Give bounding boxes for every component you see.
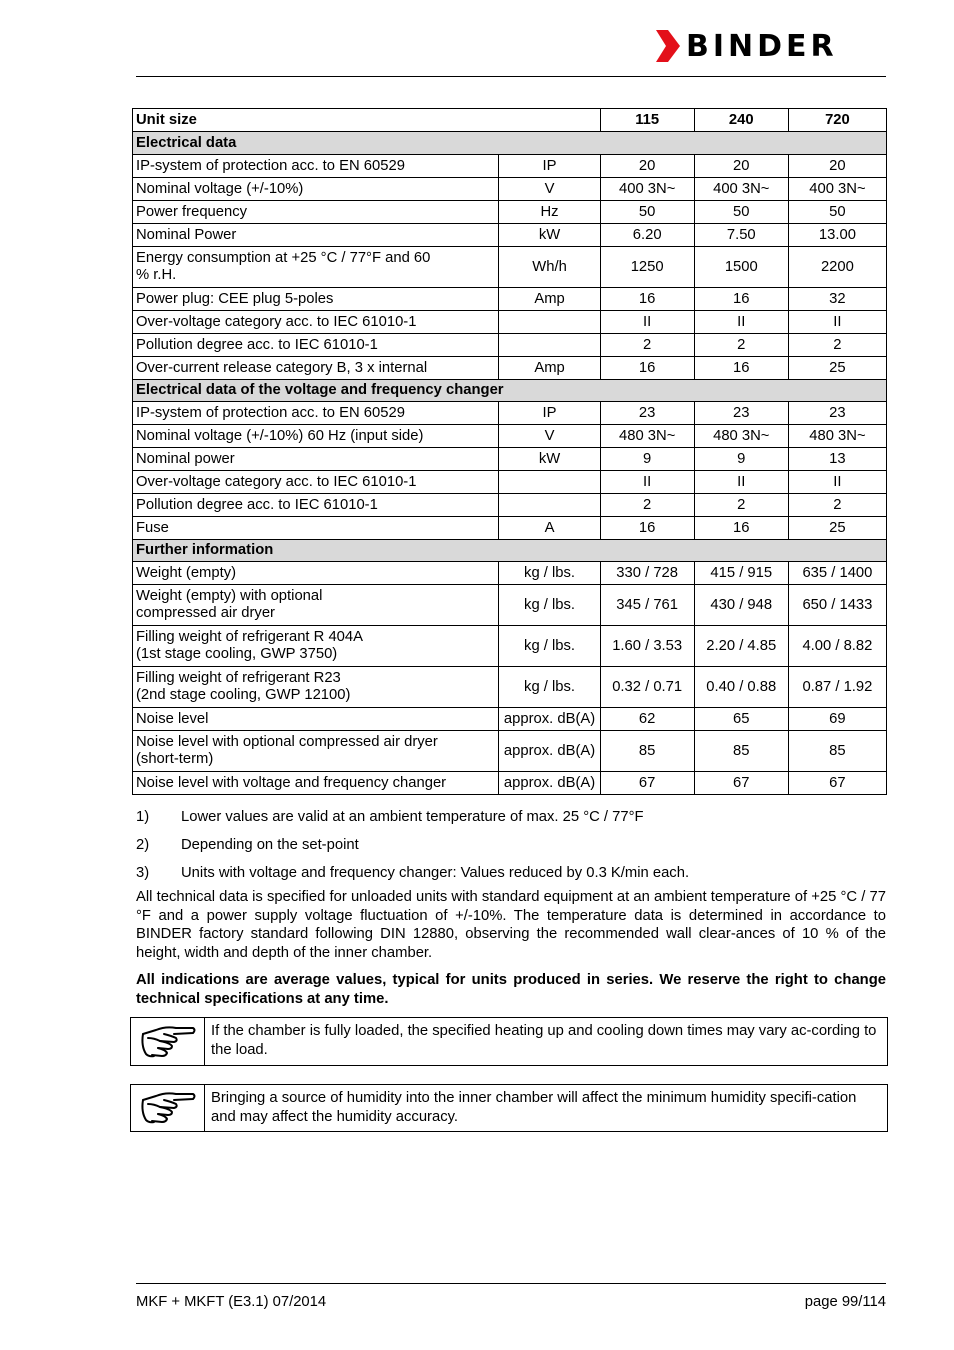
row-unit: kg / lbs. [499,585,600,626]
footnotes [136,803,886,887]
value-240: 65 [694,708,788,731]
table-row [133,155,887,178]
value-115: 480 3N~ [600,425,694,448]
section-header-row [133,132,887,155]
value-115: II [600,471,694,494]
footnote-text: Depending on the set-point [181,837,359,853]
footnote-number: 1) [136,809,150,825]
table-row [133,402,887,425]
brand-name: BINDER [686,28,838,64]
row-unit: A [499,517,600,540]
value-720: 635 / 1400 [788,562,886,585]
row-label: Weight (empty) with optional compressed air dryer [133,585,499,626]
pointing-hand-icon [138,1088,198,1128]
value-720: 69 [788,708,886,731]
value-720: 2200 [788,247,886,288]
value-240: 0.40 / 0.88 [694,667,788,708]
table-row [133,178,887,201]
value-240: 67 [694,772,788,795]
value-720: 650 / 1433 [788,585,886,626]
technical-data-table [132,108,887,795]
value-240: 2 [694,334,788,357]
footer-rule [136,1283,886,1284]
row-unit: Wh/h [499,247,600,288]
value-240: II [694,311,788,334]
table-row [133,517,887,540]
value-720: 32 [788,288,886,311]
section-header-row [133,380,887,402]
value-240: 2.20 / 4.85 [694,626,788,667]
table-row [133,448,887,471]
value-720: 13 [788,448,886,471]
table-header-row [133,109,887,132]
value-240: 20 [694,155,788,178]
value-115: 9 [600,448,694,471]
row-label: Over-current release category B, 3 x internal [133,357,499,380]
table-row [133,357,887,380]
value-240: 400 3N~ [694,178,788,201]
row-unit [499,494,600,517]
value-240: 23 [694,402,788,425]
row-label: Filling weight of refrigerant R23 (2nd stage cooling, GWP 12100) [133,667,499,708]
row-unit: kg / lbs. [499,667,600,708]
row-unit: IP [499,155,600,178]
row-label: Over-voltage category acc. to IEC 61010-1 [133,471,499,494]
value-115: 0.32 / 0.71 [600,667,694,708]
row-label: Noise level with voltage and frequency changer [133,772,499,795]
footnote-item [136,859,886,887]
value-240: 2 [694,494,788,517]
value-115: 16 [600,288,694,311]
row-unit: kg / lbs. [499,626,600,667]
technical-data-paragraph: All technical data is specified for unloaded units with standard equipment at an ambient temperature of +25 °C / 77 °F and a power supply voltage fluctuation of +/-10%. The temperature data is determined in accordance to BINDER factory standard following DIN 12880, observing the recommended wall clear-ances of 10 % of the height, width and depth of the inner chamber. [136,889,886,961]
table-row [133,494,887,517]
row-unit: Amp [499,357,600,380]
value-115: 345 / 761 [600,585,694,626]
row-unit: V [499,178,600,201]
footnote-item [136,831,886,859]
value-240: 415 / 915 [694,562,788,585]
table-row [133,201,887,224]
footnote-number: 2) [136,837,150,853]
row-label: Power frequency [133,201,499,224]
value-720: 20 [788,155,886,178]
value-720: 67 [788,772,886,795]
row-label: Noise level [133,708,499,731]
row-label: Nominal power [133,448,499,471]
value-240: 50 [694,201,788,224]
row-label: Power plug: CEE plug 5-poles [133,288,499,311]
value-115: 50 [600,201,694,224]
hint-text: Bringing a source of humidity into the inner chamber will affect the minimum humidity specifi-cation and may affect the humidity accuracy. [211,1090,857,1125]
hint-icon-cell [131,1085,205,1131]
value-115: 6.20 [600,224,694,247]
hint-box [130,1017,888,1066]
table-row [133,708,887,731]
table-row [133,425,887,448]
value-115: 67 [600,772,694,795]
value-720: II [788,471,886,494]
value-115: II [600,311,694,334]
section-title: Electrical data of the voltage and frequency changer [133,380,887,402]
row-label: Fuse [133,517,499,540]
page-number: page 99/114 [804,1294,886,1310]
table-row [133,626,887,667]
row-unit: V [499,425,600,448]
table-row [133,311,887,334]
value-240: 1500 [694,247,788,288]
value-115: 16 [600,517,694,540]
row-unit [499,334,600,357]
value-720: II [788,311,886,334]
value-115: 330 / 728 [600,562,694,585]
row-label: Nominal Power [133,224,499,247]
table-row [133,288,887,311]
value-720: 23 [788,402,886,425]
section-title: Further information [133,540,887,562]
row-label: Over-voltage category acc. to IEC 61010-1 [133,311,499,334]
value-115: 85 [600,731,694,772]
row-unit: kW [499,448,600,471]
pointing-hand-icon [138,1022,198,1062]
value-240: 85 [694,731,788,772]
value-115: 20 [600,155,694,178]
value-240: 16 [694,357,788,380]
row-unit: kg / lbs. [499,562,600,585]
binder-logo [656,30,838,62]
column-header-720: 720 [788,109,886,132]
value-720: 480 3N~ [788,425,886,448]
row-label: Pollution degree acc. to IEC 61010-1 [133,334,499,357]
row-unit: Hz [499,201,600,224]
row-unit: approx. dB(A) [499,731,600,772]
table-row [133,585,887,626]
row-label: Pollution degree acc. to IEC 61010-1 [133,494,499,517]
value-115: 1250 [600,247,694,288]
row-label: Energy consumption at +25 °C / 77°F and 60 % r.H. [133,247,499,288]
value-720: 85 [788,731,886,772]
table-row [133,247,887,288]
hint-text: If the chamber is fully loaded, the specified heating up and cooling down times may vary ac-cording to the load. [211,1023,877,1058]
footnote-item [136,803,886,831]
hint-box [130,1084,888,1132]
value-240: 430 / 948 [694,585,788,626]
column-header-unit-size: Unit size [133,109,601,132]
section-title: Electrical data [133,132,887,155]
row-unit: Amp [499,288,600,311]
section-header-row [133,540,887,562]
table-row [133,562,887,585]
value-115: 23 [600,402,694,425]
row-label: IP-system of protection acc. to EN 60529 [133,155,499,178]
value-720: 2 [788,494,886,517]
table-row [133,471,887,494]
footnote-number: 3) [136,865,150,881]
row-unit: kW [499,224,600,247]
value-240: 7.50 [694,224,788,247]
row-unit [499,311,600,334]
value-240: 16 [694,288,788,311]
value-240: 480 3N~ [694,425,788,448]
value-240: II [694,471,788,494]
table-row [133,731,887,772]
value-720: 50 [788,201,886,224]
footnote-text: Units with voltage and frequency changer: Values reduced by 0.3 K/min each. [181,865,690,881]
value-720: 400 3N~ [788,178,886,201]
value-115: 16 [600,357,694,380]
table-row [133,667,887,708]
footnote-text: Lower values are valid at an ambient temperature of max. 25 °C / 77°F [181,809,644,825]
row-label: Noise level with optional compressed air dryer (short-term) [133,731,499,772]
value-115: 2 [600,334,694,357]
value-240: 9 [694,448,788,471]
row-unit: IP [499,402,600,425]
row-label: IP-system of protection acc. to EN 60529 [133,402,499,425]
row-unit [499,471,600,494]
value-240: 16 [694,517,788,540]
disclaimer-paragraph: All indications are average values, typical for units produced in series. We reserve the right to change technical specifications at any time. [136,972,886,1007]
value-115: 2 [600,494,694,517]
hint-icon-cell [131,1018,205,1065]
value-720: 2 [788,334,886,357]
row-label: Weight (empty) [133,562,499,585]
row-label: Filling weight of refrigerant R 404A (1st stage cooling, GWP 3750) [133,626,499,667]
row-label: Nominal voltage (+/-10%) 60 Hz (input side) [133,425,499,448]
value-720: 25 [788,357,886,380]
value-720: 13.00 [788,224,886,247]
header-rule [136,76,886,77]
value-115: 400 3N~ [600,178,694,201]
value-720: 4.00 / 8.82 [788,626,886,667]
row-unit: approx. dB(A) [499,708,600,731]
value-115: 1.60 / 3.53 [600,626,694,667]
value-720: 0.87 / 1.92 [788,667,886,708]
value-115: 62 [600,708,694,731]
document-reference: MKF + MKFT (E3.1) 07/2014 [136,1294,327,1310]
column-header-240: 240 [694,109,788,132]
column-header-115: 115 [600,109,694,132]
value-720: 25 [788,517,886,540]
row-label: Nominal voltage (+/-10%) [133,178,499,201]
table-row [133,334,887,357]
table-row [133,224,887,247]
row-unit: approx. dB(A) [499,772,600,795]
table-row [133,772,887,795]
binder-logo-mark-icon [656,30,680,62]
